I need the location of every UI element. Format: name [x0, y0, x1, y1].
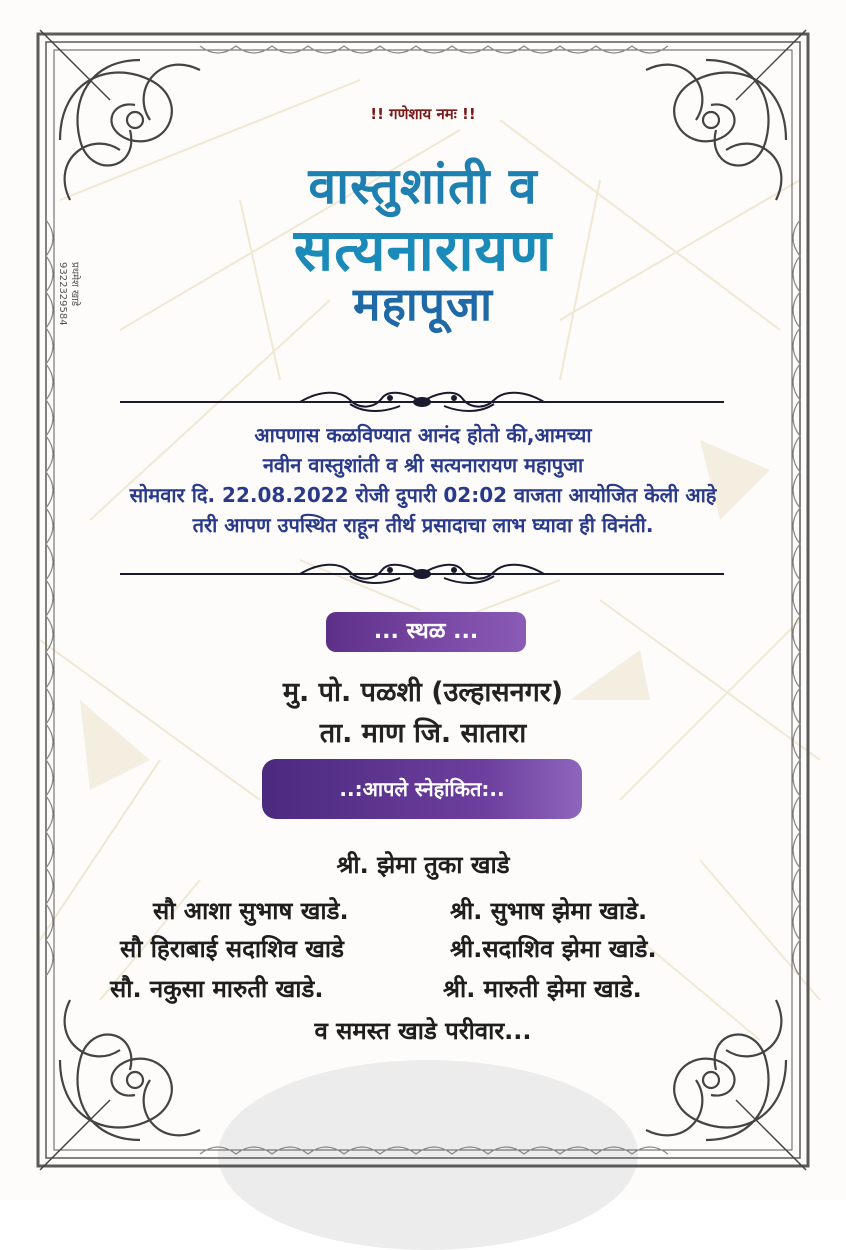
host-footer: व समस्त खाडे परीवार... — [314, 1017, 532, 1045]
venue-label-badge: ... स्थळ ... — [326, 612, 526, 652]
host-left-2: सौ हिराबाई सदाशिव खाडे — [120, 935, 344, 963]
venue-line-1: मु. पो. पळशी (उल्हासनगर) — [282, 677, 564, 708]
message-line-2: नवीन वास्तुशांती व श्री सत्यनारायण महापुजा — [262, 453, 584, 477]
host-right-1: श्री. सुभाष झेमा खाडे. — [450, 897, 648, 925]
invocation-text: !! गणेशाय नमः !! — [370, 105, 476, 123]
title-line-1: वास्तुशांती व — [308, 157, 538, 215]
venue-line-2: ता. माण जि. सातारा — [319, 718, 527, 749]
host-left-1: सौ आशा सुभाष खाडे. — [153, 897, 349, 925]
host-left-3: सौ. नकुसा मारुती खाडे. — [110, 975, 324, 1003]
hosts-label-badge: ..:आपले स्नेहांकित:.. — [262, 759, 582, 819]
watermark-phone: 9322329584 — [57, 262, 68, 326]
title-line-2: सत्यनारायण — [293, 216, 553, 284]
invitation-message — [0, 420, 846, 540]
message-line-1: आपणास कळविण्यात आनंद होतो की,आमच्या — [254, 423, 592, 447]
host-right-3: श्री. मारुती झेमा खाडे. — [443, 975, 642, 1003]
ornamental-divider-bottom — [120, 562, 724, 586]
message-line-3: सोमवार दि. 22.08.2022 रोजी दुपारी 02:02 वाजता आयोजित केली आहे — [129, 483, 717, 507]
ornamental-divider-top — [120, 390, 724, 414]
host-head: श्री. झेमा तुका खाडे — [336, 851, 510, 879]
message-line-4: तरी आपण उपस्थित राहून तीर्थ प्रसादाचा लाभ घ्यावा ही विनंती. — [192, 513, 654, 537]
host-right-2: श्री.सदाशिव झेमा खाडे. — [450, 935, 657, 963]
watermark-name: प्रथमेश खाडे — [69, 262, 80, 307]
title-line-3: महापूजा — [352, 277, 494, 331]
